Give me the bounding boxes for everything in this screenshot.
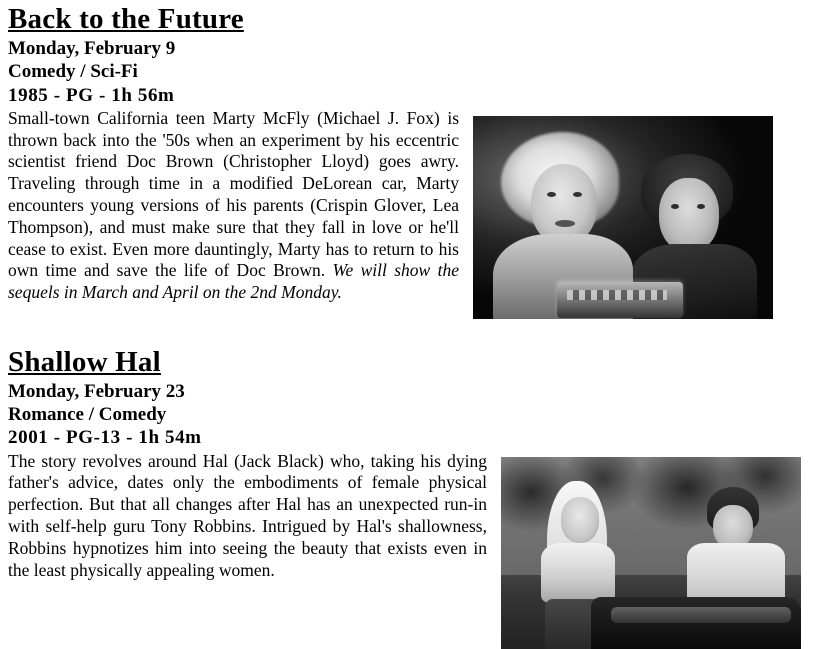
screening-date: Monday, February 9 — [8, 38, 176, 60]
page-title: Shallow Hal — [8, 345, 161, 378]
photo-figure-body-left — [541, 543, 615, 603]
photo-figure-face-left — [531, 164, 597, 244]
photo-prop-device — [557, 282, 683, 318]
release-rating-runtime: 2001 - PG-13 - 1h 54m — [8, 427, 202, 449]
genre-label: Romance / Comedy — [8, 404, 167, 426]
photo-prop-car-hood — [611, 607, 791, 623]
photo-detail — [671, 204, 679, 209]
photo-figure-face-right — [659, 178, 719, 252]
photo-detail — [697, 204, 705, 209]
synopsis-body: Small-town California teen Marty McFly (Michael J. Fox) is thrown back into the '50s when an experiment by his eccentric scientist friend Doc Brown (Christopher Lloyd) goes awry. Traveling through time in a modified DeLorean car, Marty encounters young versions of his parents (Crispin Glover, Lea Thompson), and must make sure that they fall in love or he'll cease to exist. Even more dauntingly, Marty has to return to his own time and save the life of Doc Brown. — [8, 107, 459, 281]
genre-label: Comedy / Sci-Fi — [8, 61, 138, 83]
movie-still-image — [501, 457, 801, 649]
photo-detail — [547, 192, 556, 197]
screening-date: Monday, February 23 — [8, 381, 185, 403]
release-rating-runtime: 1985 - PG - 1h 56m — [8, 84, 175, 106]
movie-entry — [0, 0, 817, 319]
page-title: Back to the Future — [8, 3, 244, 35]
photo-prop-car — [591, 597, 801, 649]
synopsis-text: The story revolves around Hal (Jack Black) who, taking his dying father's advice, dates only the embodiments of female physical perfection. But that all changes after Hal has an unexpected run-in with self-help guru Tony Robbins. Intrigued by Hal's shallowness, Robbins hypnotizes him into seeing the beauty that exists even in the least physically appealing women. — [8, 450, 487, 580]
movie-entry — [0, 319, 817, 649]
movie-still-image — [473, 116, 773, 319]
synopsis-note: We will show the sequels in March and April on the 2nd Monday. — [8, 260, 459, 303]
photo-detail — [573, 192, 582, 197]
photo-figure-face-left — [561, 497, 599, 543]
photo-detail — [555, 220, 575, 227]
